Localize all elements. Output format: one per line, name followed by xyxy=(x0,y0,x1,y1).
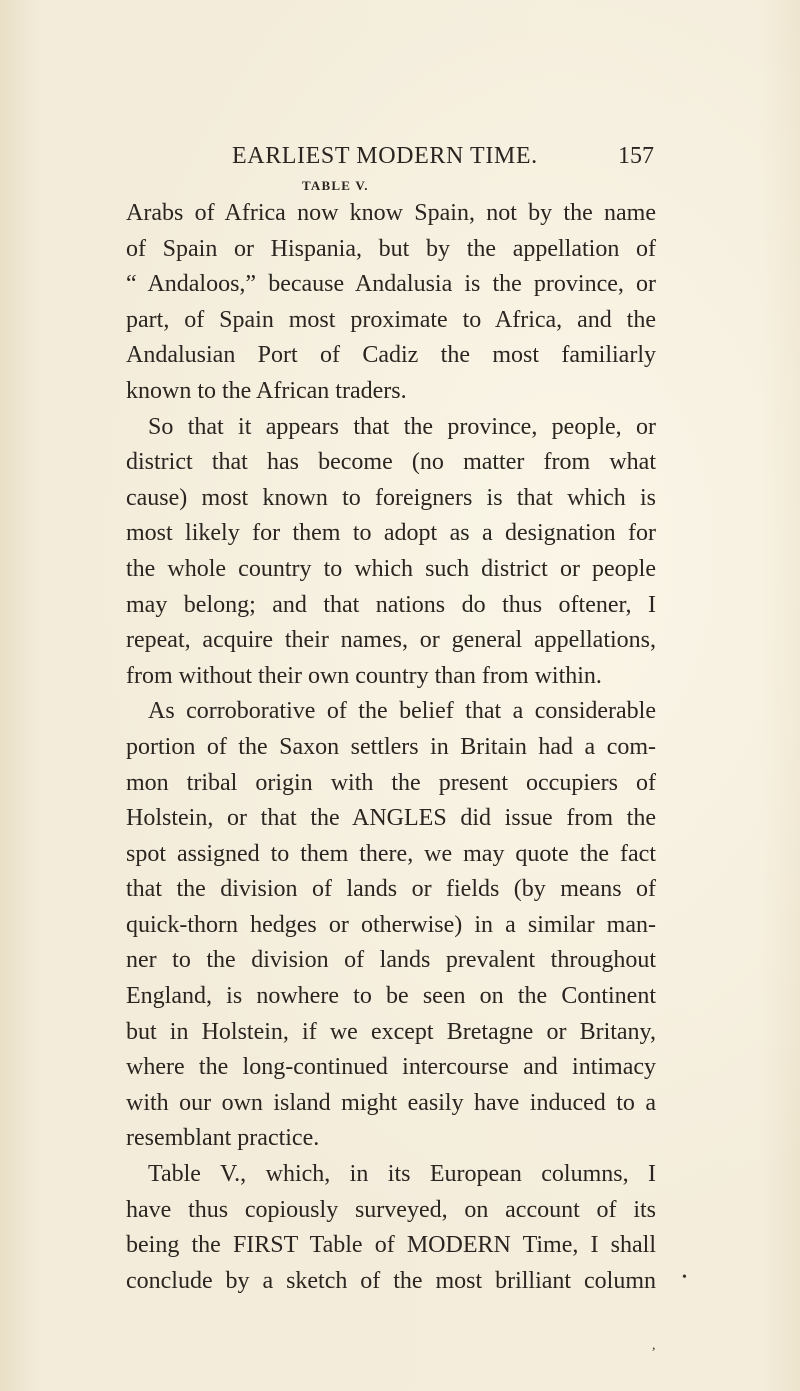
text-line: repeat, acquire their names, or general appellations, xyxy=(126,627,656,654)
text-line: of Spain or Hispania, but by the appellation of xyxy=(126,235,656,262)
text-line: England, is nowhere to be seen on the Continent xyxy=(126,983,656,1010)
text-line: but in Holstein, if we except Bretagne or Britany, xyxy=(126,1018,656,1045)
page-number: 157 xyxy=(618,143,654,169)
running-head xyxy=(0,143,800,173)
text-line: known to the African traders. xyxy=(126,377,407,404)
text-line: have thus copiously surveyed, on account of its xyxy=(126,1196,656,1223)
running-title: EARLIEST MODERN TIME. xyxy=(232,143,538,169)
text-line: cause) most known to foreigners is that which is xyxy=(126,484,656,511)
text-line: portion of the Saxon settlers in Britain had a com- xyxy=(126,733,656,760)
text-line: most likely for them to adopt as a designation for xyxy=(126,520,656,547)
text-line: from without their own country than from within. xyxy=(126,662,602,689)
text-line: that the division of lands or fields (by means of xyxy=(126,876,656,903)
body-text xyxy=(126,196,656,1299)
text-line: Andalusian Port of Cadiz the most familiarly xyxy=(126,342,656,369)
text-line: district that has become (no matter from what xyxy=(126,449,656,476)
ink-speck: , xyxy=(652,1338,656,1353)
text-line: As corroborative of the belief that a considerable xyxy=(148,698,656,725)
text-line: So that it appears that the province, people, or xyxy=(148,413,656,440)
ink-speck: • xyxy=(682,1270,687,1285)
text-line: mon tribal origin with the present occupiers of xyxy=(126,769,656,796)
table-subheading-text: TABLE V. xyxy=(302,178,369,193)
text-line: Holstein, or that the ANGLES did issue from the xyxy=(126,805,656,832)
text-line: part, of Spain most proximate to Africa, and the xyxy=(126,306,656,333)
table-subheading xyxy=(0,178,800,196)
text-line: may belong; and that nations do thus oftener, I xyxy=(126,591,656,618)
text-line: spot assigned to them there, we may quote the fact xyxy=(126,840,656,867)
text-line: resemblant practice. xyxy=(126,1125,320,1152)
text-line: “ Andaloos,” because Andalusia is the province, or xyxy=(126,271,656,298)
text-line: where the long-continued intercourse and intimacy xyxy=(126,1054,656,1081)
text-line: the whole country to which such district or people xyxy=(126,555,656,582)
text-line: Table V., which, in its European columns, I xyxy=(148,1161,656,1188)
text-line: quick-thorn hedges or otherwise) in a similar man- xyxy=(126,911,656,938)
text-line: conclude by a sketch of the most brilliant column xyxy=(126,1267,656,1294)
text-line: with our own island might easily have induced to a xyxy=(126,1089,656,1116)
text-line: Arabs of Africa now know Spain, not by the name xyxy=(126,200,656,226)
text-line: being the FIRST Table of MODERN Time, I shall xyxy=(126,1232,656,1259)
text-line: ner to the division of lands prevalent throughout xyxy=(126,947,656,974)
